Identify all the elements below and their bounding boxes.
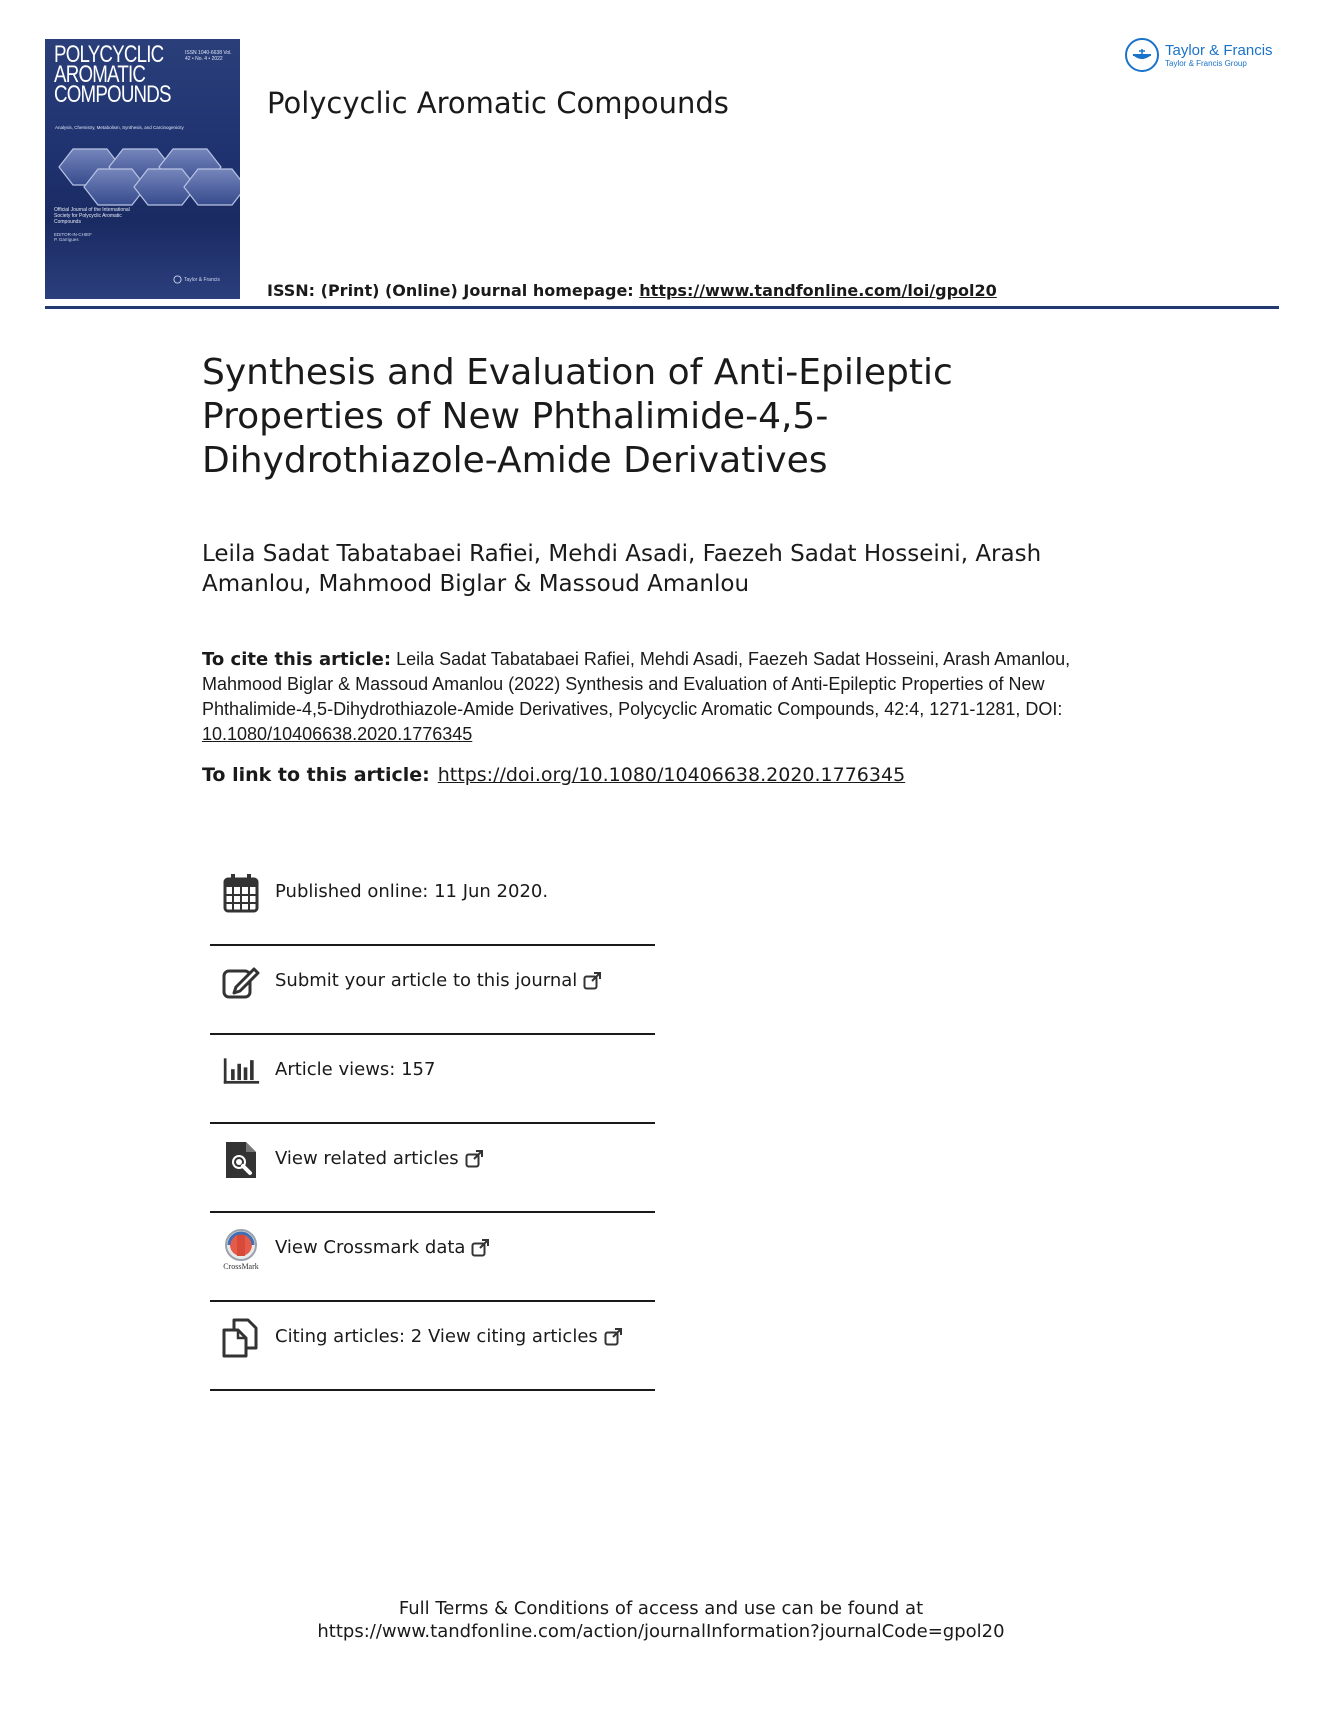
info-submit-article[interactable] [210, 946, 655, 1035]
external-link-icon [465, 1150, 483, 1168]
info-citing-text[interactable]: Citing articles: 2 View citing articles [275, 1326, 598, 1347]
journal-name: Polycyclic Aromatic Compounds [267, 86, 729, 120]
info-related-articles[interactable] [210, 1124, 655, 1213]
article-title: Synthesis and Evaluation of Anti-Epileptic Properties of New Phthalimide-4,5-Dihydrothiazole-Amide Derivatives [202, 352, 953, 481]
taylor-francis-logo-icon [1125, 38, 1159, 72]
issn-line [267, 281, 997, 300]
bar-chart-icon [222, 1050, 260, 1092]
calendar-icon [222, 872, 260, 914]
cover-subtitle: Analysis, Chemistry, Metabolism, Synthesis, and Carcinogenicity [55, 125, 184, 130]
info-views-text: Article views: 157 [275, 1059, 436, 1080]
external-link-icon [583, 972, 601, 990]
info-submit-text[interactable]: Submit your article to this journal [275, 970, 578, 991]
info-citing-articles[interactable] [210, 1302, 655, 1391]
info-published [210, 857, 655, 946]
terms-footer [0, 1597, 1322, 1643]
footer-terms-link[interactable]: https://www.tandfonline.com/action/journalInformation?journalCode=gpol20 [317, 1621, 1005, 1642]
external-link-icon [471, 1239, 489, 1257]
cover-editor: EDITOR-IN-CHIEF P. Garrigues [54, 232, 92, 242]
journal-homepage-link[interactable]: https://www.tandfonline.com/loi/gpol20 [639, 281, 997, 300]
citation-block [202, 647, 1102, 747]
issn-label: ISSN: (Print) (Online) Journal homepage: [267, 281, 640, 300]
cover-society: Official Journal of the International Society for Polycyclic Aromatic Compounds [54, 207, 130, 225]
edit-icon [222, 961, 260, 1003]
publisher-logo-name: Taylor & Francis [1165, 41, 1273, 59]
info-crossmark-text[interactable]: View Crossmark data [275, 1237, 466, 1258]
info-crossmark[interactable] [210, 1213, 655, 1302]
cover-publisher [173, 275, 220, 284]
publisher-mark-icon [173, 275, 182, 284]
citing-documents-icon [222, 1317, 260, 1359]
cite-doi-link[interactable]: 10.1080/10406638.2020.1776345 [202, 724, 473, 744]
cover-publisher-name: Taylor & Francis [184, 276, 220, 283]
publisher-logo[interactable] [1125, 38, 1273, 72]
link-label: To link to this article: [202, 764, 430, 786]
hexagon-graphic [45, 147, 240, 209]
article-info-list [210, 857, 655, 1391]
article-link-line [202, 764, 1102, 786]
cite-label: To cite this article: [202, 649, 392, 670]
crossmark-icon [222, 1225, 260, 1273]
footer-line-1: Full Terms & Conditions of access and use can be found at [398, 1598, 924, 1619]
article-authors: Leila Sadat Tabatabaei Rafiei, Mehdi Asadi, Faezeh Sadat Hosseini, Arash Amanlou, Mahmood Biglar & Massoud Amanlou [202, 541, 1042, 597]
cover-title: POLYCYCLIC AROMATIC COMPOUNDS [54, 41, 171, 108]
cover-issn: ISSN 1040-6638 Vol. 42 • No. 4 • 2022 [185, 50, 232, 62]
journal-cover [45, 39, 240, 299]
info-related-text[interactable]: View related articles [275, 1148, 459, 1169]
search-document-icon [222, 1139, 260, 1181]
info-published-text: Published online: 11 Jun 2020. [275, 881, 549, 902]
external-link-icon [604, 1328, 622, 1346]
publisher-logo-group: Taylor & Francis Group [1165, 58, 1247, 68]
crossmark-badge-label: CrossMark [223, 1261, 259, 1271]
header-divider [45, 306, 1279, 309]
article-doi-link[interactable]: https://doi.org/10.1080/10406638.2020.1776345 [437, 764, 906, 786]
info-article-views [210, 1035, 655, 1124]
cite-text: Leila Sadat Tabatabaei Rafiei, Mehdi Asadi, Faezeh Sadat Hosseini, Arash Amanlou, Mahmood Biglar & Massoud Amanlou (2022) Synthesis and Evaluation of Anti-Epileptic Properties of New Phthalimide-4,5-Dihydrothiazole-Amide Derivatives, Polycyclic Aromatic Compounds, 42:4, 1271-1281, DOI: [202, 649, 1071, 719]
